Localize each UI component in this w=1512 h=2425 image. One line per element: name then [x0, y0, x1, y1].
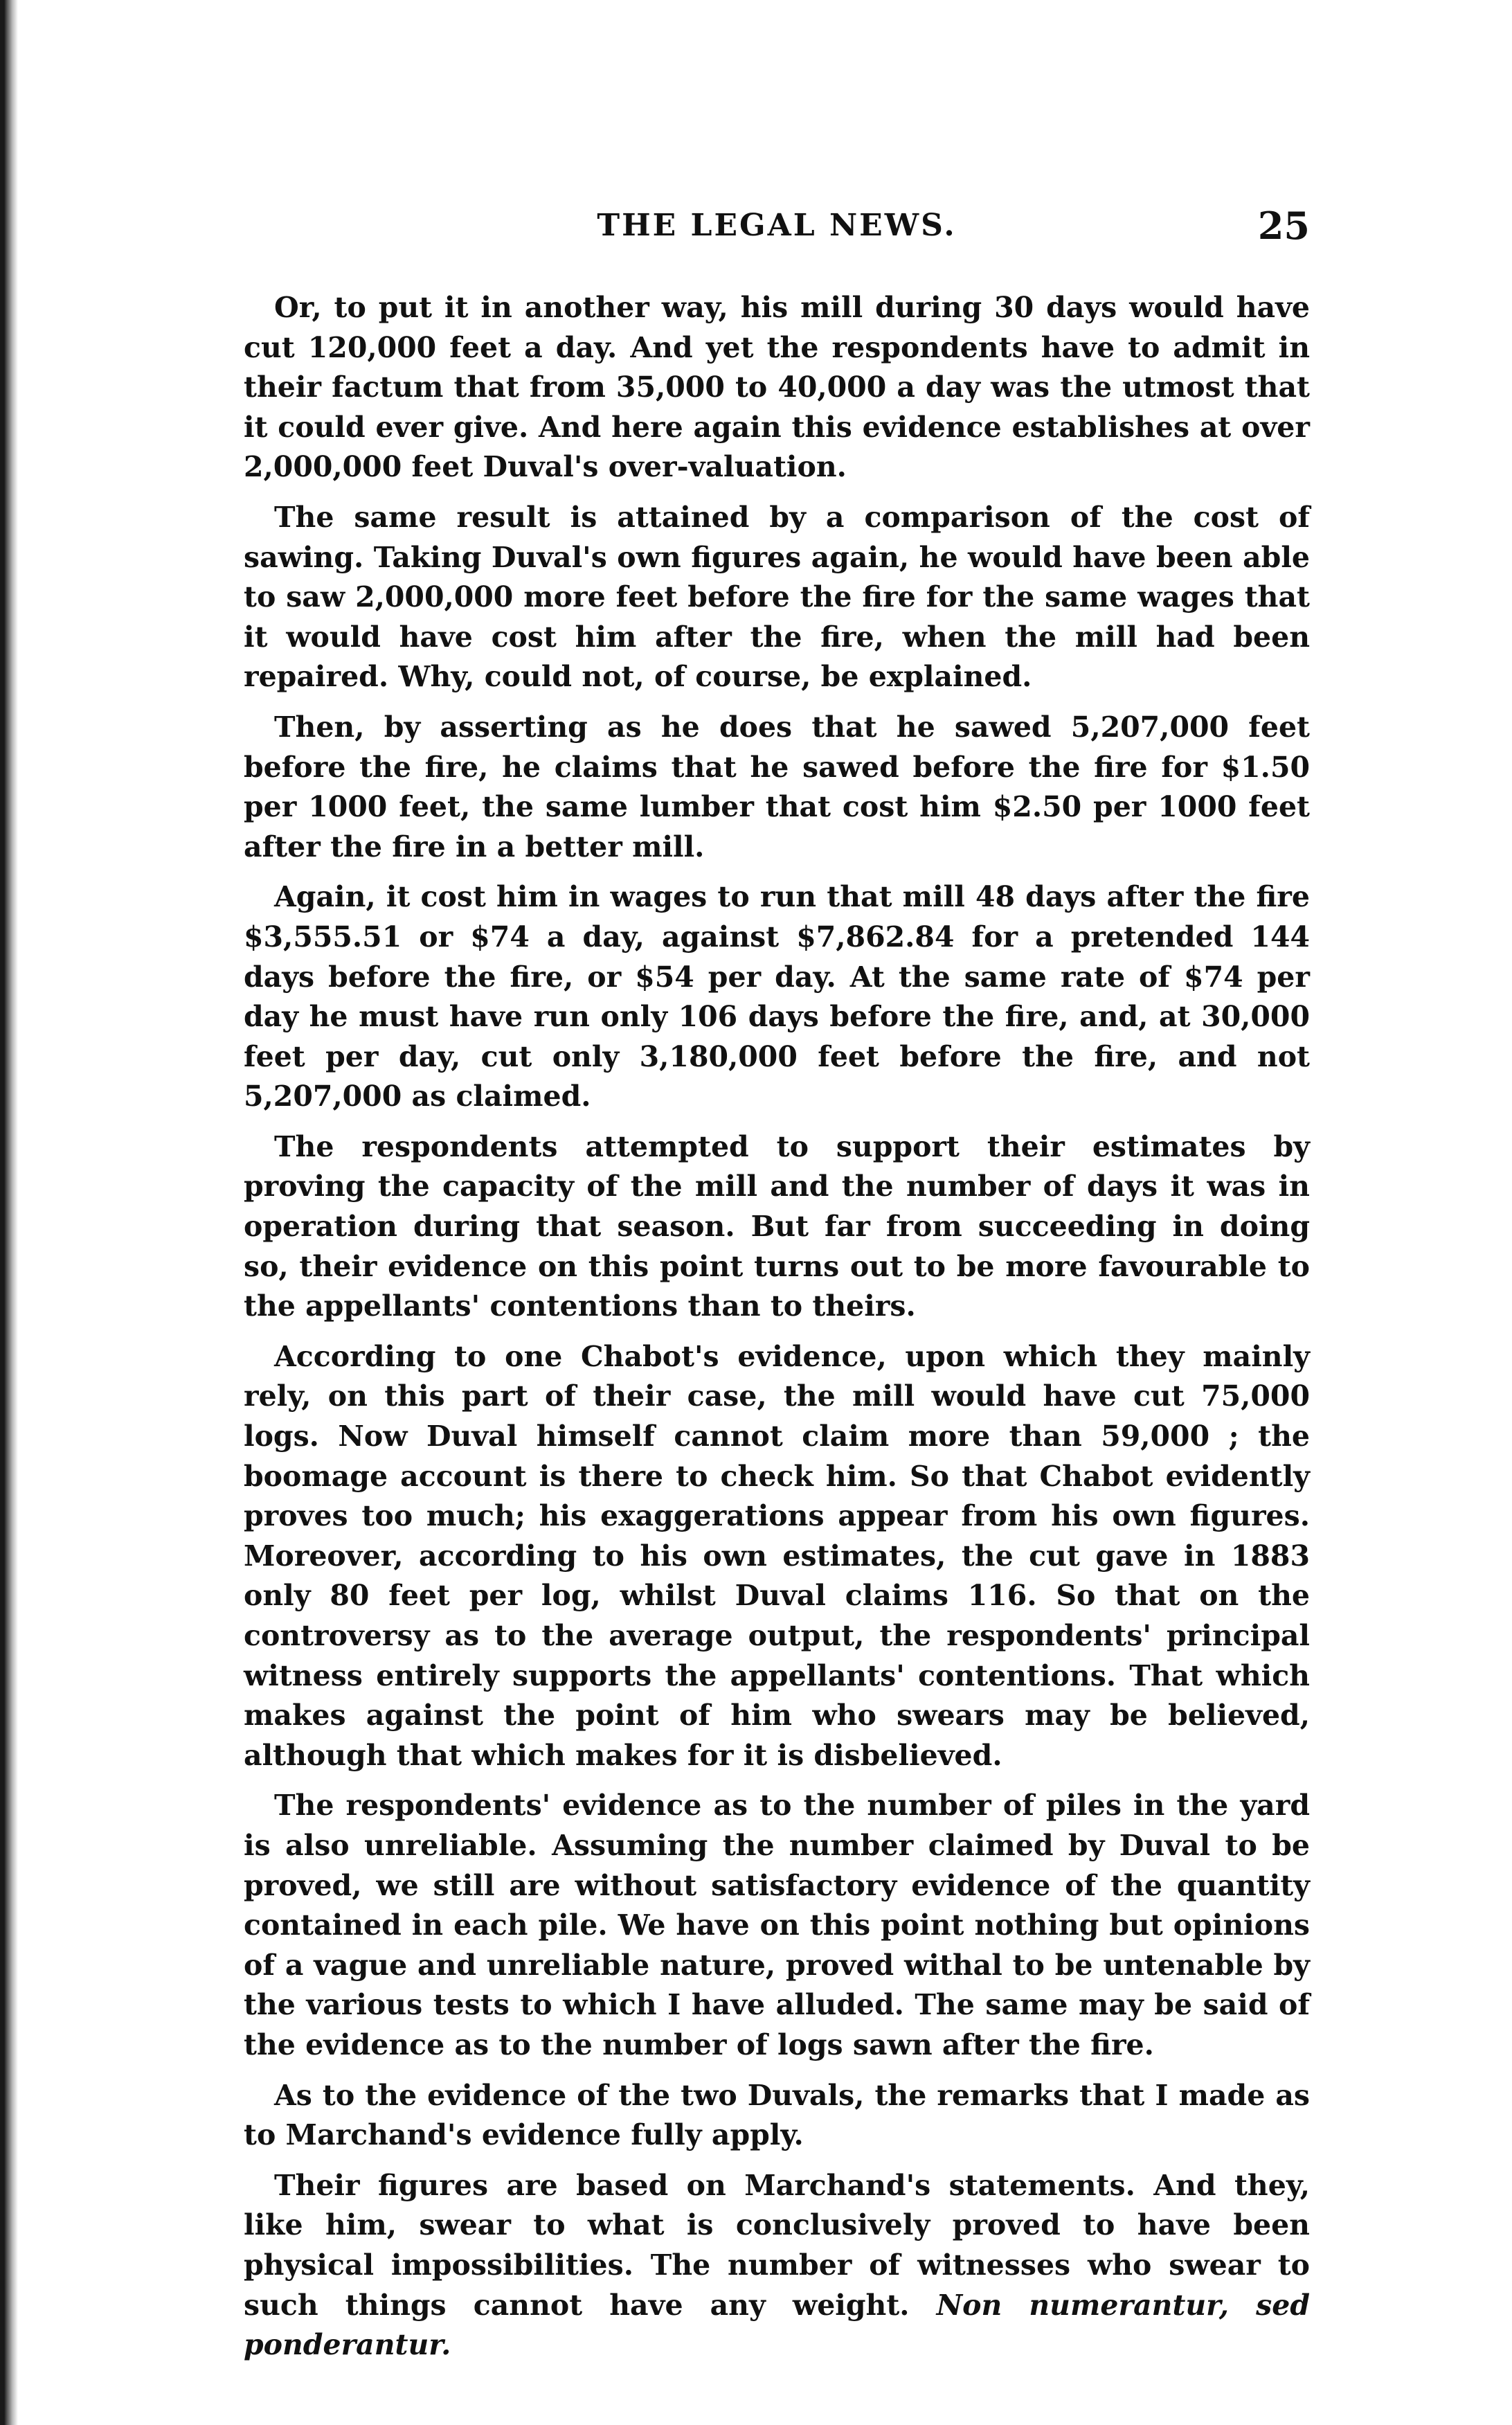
paragraph-3: Then, by asserting as he does that he sawed 5,207,000 feet before the fire, he claims that he sawed before the fire for $1.50 per 1000 feet, the same lumber that cost him $2.50 per 1000 feet after the fire in a better mill.: [244, 710, 1310, 863]
closing-paragraph-text: Their figures are based on Marchand's statements. And they, like him, swear to what is conclusively proved to have been physical impossibilities. The number of witnesses who swear to such things cannot have any weight.: [244, 2168, 1310, 2322]
journal-title: THE LEGAL NEWS.: [597, 208, 957, 243]
paragraph-1: Or, to put it in another way, his mill during 30 days would have cut 120,000 feet a day. And yet the respondents have to admit in their factum that from 35,000 to 40,000 a day was the utmost that it could ever give. And here again this evidence establishes at over 2,000,000 feet Duval's over-valuation.: [244, 291, 1310, 484]
page-binding-edge: [0, 0, 18, 2425]
paragraph-5: The respondents attempted to support their estimates by proving the capacity of the mill and the number of days it was in operation during that season. But far from succeeding in doing so, their evidence on this point turns out to be more favourable to the appellants' contentions than to theirs.: [244, 1129, 1310, 1323]
document-page: [244, 204, 1311, 2365]
paragraph-8: As to the evidence of the two Duvals, the remarks that I made as to Marchand's evidence fully apply.: [244, 2078, 1310, 2152]
paragraph-4: Again, it cost him in wages to run that mill 48 days after the fire $3,555.51 or $74 a day, against $7,862.84 for a pretended 144 days before the fire, or $54 per day. At the same rate of $74 per day he must have run only 106 days before the fire, and, at 30,000 feet per day, cut only 3,180,000 feet before the fire, and not 5,207,000 as claimed.: [244, 880, 1310, 1113]
paragraph-2: The same result is attained by a comparison of the cost of sawing. Taking Duval's own figures again, he would have been able to saw 2,000,000 more feet before the fire for the same wages that it would have cost him after the fire, when the mill had been repaired. Why, could not, of course, be explained.: [244, 500, 1310, 694]
page-number: 25: [1257, 204, 1310, 248]
paragraph-9: [244, 2166, 1310, 2365]
running-header: [244, 204, 1310, 263]
paragraph-7: The respondents' evidence as to the number of piles in the yard is also unreliable. Assuming the number claimed by Duval to be proved, we still are without satisfactory evidence of the quantity contained in each pile. We have on this point nothing but opinions of a vague and unreliable nature, proved withal to be untenable by the various tests to which I have alluded. The same may be said of the evidence as to the number of logs sawn after the fire.: [244, 1789, 1310, 2061]
latin-maxim: Non numerantur, sed ponderantur.: [244, 2288, 1311, 2362]
article-body: [244, 288, 1310, 2365]
paragraph-6: According to one Chabot's evidence, upon which they mainly rely, on this part of their case, the mill would have cut 75,000 logs. Now Duval himself cannot claim more than 59,000 ; the boomage account is there to check him. So that Chabot evidently proves too much; his exaggerations appear from his own figures. Moreover, according to his own estimates, the cut gave in 1883 only 80 feet per log, whilst Duval claims 116. So that on the controversy as to the average output, the respondents' principal witness entirely supports the appellants' contentions. That which makes against the point of him who swears may be believed, although that which makes for it is disbelieved.: [244, 1339, 1310, 1772]
